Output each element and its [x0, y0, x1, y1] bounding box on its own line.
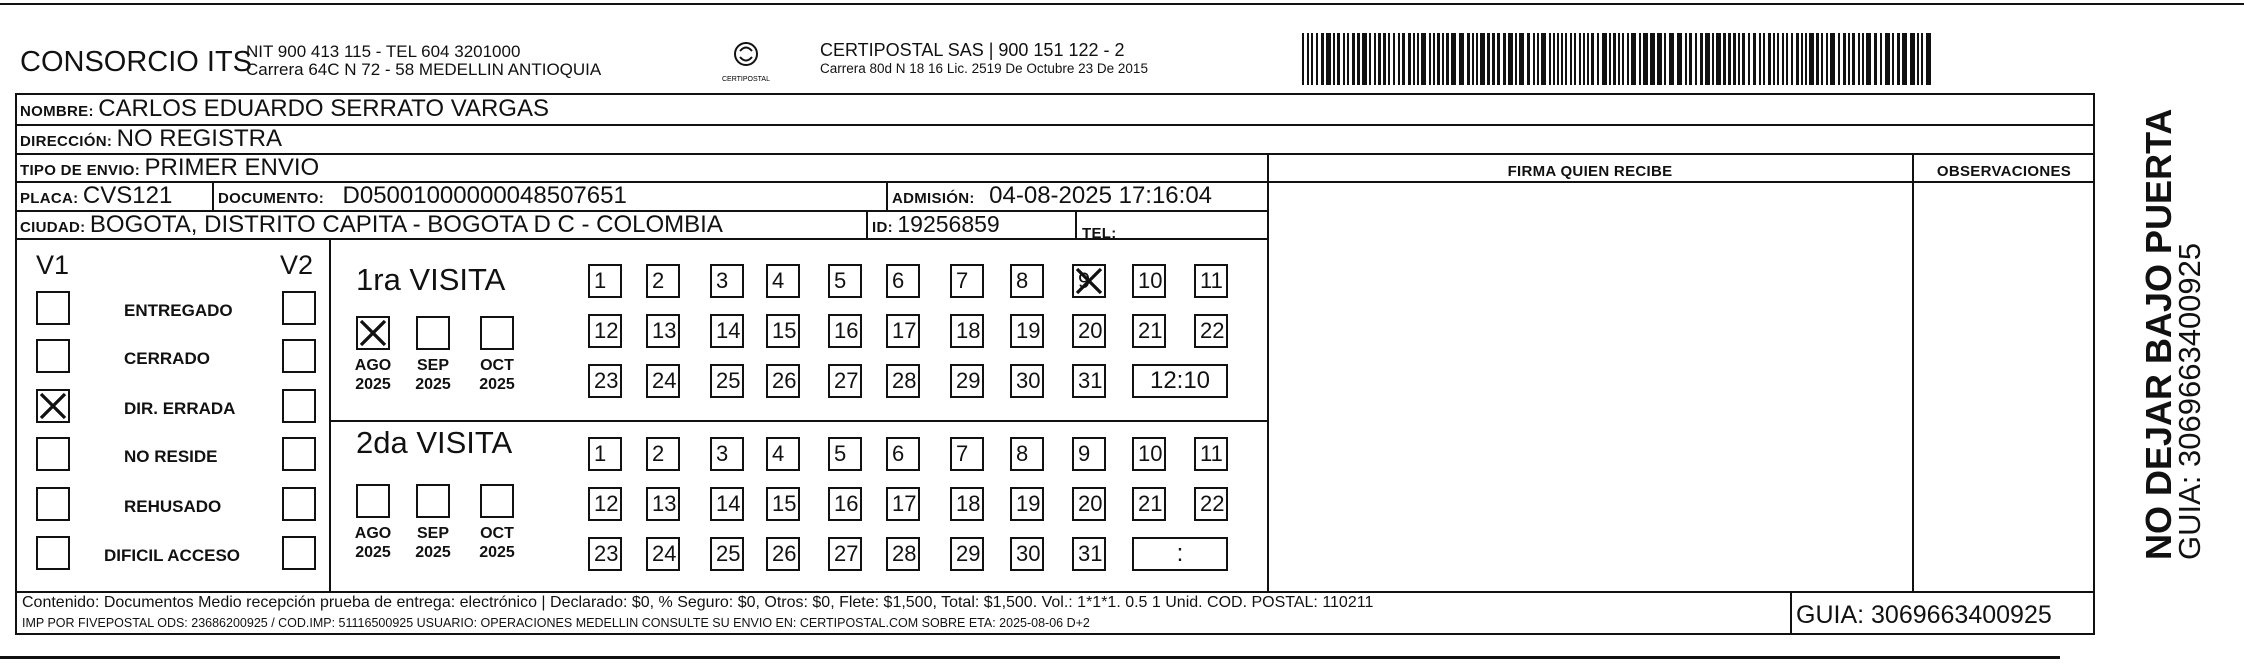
status-label: ENTREGADO [124, 301, 233, 320]
visit2-day-box[interactable]: 13 [646, 487, 680, 521]
v2-checkbox[interactable] [282, 389, 316, 423]
address-value: NO REGISTRA [116, 125, 282, 152]
send-type-label: TIPO DE ENVIO: [20, 162, 141, 179]
observations-header: OBSERVACIONES [1936, 163, 2072, 180]
v1-checkbox[interactable] [36, 487, 70, 521]
footer-guia: GUIA: 3069663400925 [1796, 601, 2052, 629]
admission-label: ADMISIÓN: [892, 190, 975, 207]
visit1-month-label: SEP [416, 357, 449, 374]
visit1-day-box[interactable]: 2 [646, 264, 680, 298]
visit1-day-box[interactable]: 24 [646, 364, 680, 398]
visit1-day-box[interactable]: 23 [588, 364, 622, 398]
send-type-row [20, 154, 319, 182]
v1-checkbox[interactable] [36, 437, 70, 471]
visit2-month-label: OCT [480, 525, 514, 542]
visit1-day-box[interactable]: 4 [766, 264, 800, 298]
visit2-day-box[interactable]: 29 [950, 537, 984, 571]
v1-checkbox[interactable] [36, 291, 70, 325]
id-label: ID: [872, 219, 893, 236]
v2-checkbox[interactable] [282, 291, 316, 325]
visit1-day-box[interactable]: 11 [1194, 264, 1228, 298]
visit2-day-box[interactable]: 16 [828, 487, 862, 521]
visit1-day-box[interactable]: 25 [710, 364, 744, 398]
tel-label: TEL: [1082, 225, 1117, 242]
visit2-day-box[interactable]: 7 [950, 437, 984, 471]
visit1-day-box[interactable]: 5 [828, 264, 862, 298]
visit1-day-box[interactable]: 13 [646, 314, 680, 348]
plate-label: PLACA: [20, 190, 79, 207]
visit1-month-year: 2025 [479, 376, 515, 393]
visit2-day-box[interactable]: 6 [886, 437, 920, 471]
name-value: CARLOS EDUARDO SERRATO VARGAS [98, 95, 549, 122]
visit1-day-box[interactable]: 20 [1072, 314, 1106, 348]
visit2-day-box[interactable]: 27 [828, 537, 862, 571]
visit1-day-box[interactable]: 18 [950, 314, 984, 348]
visit1-day-box[interactable]: 22 [1194, 314, 1228, 348]
visit1-month-checkbox[interactable] [416, 316, 450, 350]
bottom-rule [0, 656, 2060, 659]
v1-checkbox[interactable] [36, 339, 70, 373]
visit2-day-box[interactable]: 2 [646, 437, 680, 471]
footer-content-line: Contenido: Documentos Medio recepción prueba de entrega: electrónico | Declarado: $0, % Seguro: $0, Otros: $0, Flete: $1,500, Total: $1,500. Vol.: 1*1*1. 0.5 1 Unid. COD. POSTAL: 110211 [22, 594, 1374, 611]
id-value: 19256859 [897, 211, 1000, 237]
visit1-day-box[interactable]: 19 [1010, 314, 1044, 348]
barcode [1302, 33, 1936, 85]
top-rule [0, 3, 2244, 5]
visit2-month-label: SEP [416, 525, 449, 542]
v2-checkbox[interactable] [282, 437, 316, 471]
visit1-day-box[interactable]: 28 [886, 364, 920, 398]
v2-checkbox[interactable] [282, 339, 316, 373]
visit1-day-box[interactable]: 15 [766, 314, 800, 348]
plate-field [20, 182, 172, 210]
visit1-month-year: 2025 [355, 376, 391, 393]
visit1-day-box[interactable]: 14 [710, 314, 744, 348]
visit1-day-box[interactable]: 29 [950, 364, 984, 398]
visit2-day-box[interactable]: 8 [1010, 437, 1044, 471]
visit1-day-box[interactable]: 8 [1010, 264, 1044, 298]
status-label: DIR. ERRADA [124, 399, 236, 418]
address-row [20, 125, 282, 153]
certipostal-logo [718, 38, 774, 86]
visit2-month-year: 2025 [479, 544, 515, 561]
visit2-day-box[interactable]: 1 [588, 437, 622, 471]
send-type-value: PRIMER ENVIO [144, 154, 320, 181]
tel-field [1082, 217, 1117, 245]
id-field [872, 211, 1000, 238]
v1-label: V1 [36, 250, 70, 280]
visit2-day-box[interactable]: 9 [1072, 437, 1106, 471]
visit1-day-box[interactable]: 17 [886, 314, 920, 348]
visit1-day-box[interactable]: 16 [828, 314, 862, 348]
visit1-title: 1ra VISITA [356, 262, 506, 297]
visit2-day-box[interactable]: 23 [588, 537, 622, 571]
company-name: CONSORCIO ITS [20, 46, 253, 78]
name-label: NOMBRE: [20, 103, 94, 120]
visit2-day-box[interactable]: 28 [886, 537, 920, 571]
visit1-day-box[interactable]: 26 [766, 364, 800, 398]
visit1-month-checkbox[interactable] [480, 316, 514, 350]
carrier-name: CERTIPOSTAL SAS | 900 151 122 - 2 [820, 40, 1125, 60]
svg-text:CERTIPOSTAL: CERTIPOSTAL [722, 76, 770, 83]
visit1-day-box[interactable]: 21 [1132, 314, 1166, 348]
status-label: REHUSADO [124, 497, 222, 516]
plate-value: CVS121 [82, 182, 173, 209]
visit2-day-box[interactable]: 25 [710, 537, 744, 571]
carrier-address: Carrera 80d N 18 16 Lic. 2519 De Octubre 23 De 2015 [820, 61, 1148, 76]
document-label: DOCUMENTO: [218, 190, 325, 207]
visit1-month-label: AGO [354, 357, 392, 374]
visit2-day-box[interactable]: 24 [646, 537, 680, 571]
company-address: Carrera 64C N 72 - 58 MEDELLIN ANTIOQUIA [246, 60, 602, 79]
visit1-day-box[interactable]: 31 [1072, 364, 1106, 398]
status-label: CERRADO [124, 349, 210, 368]
visit2-title: 2da VISITA [356, 425, 513, 460]
visit2-month-label: AGO [354, 525, 392, 542]
visit1-month-checkbox[interactable] [356, 316, 390, 350]
document-value: D05001000000048507651 [342, 182, 627, 209]
city-value: BOGOTA, DISTRITO CAPITA - BOGOTA D C - COLOMBIA [89, 211, 723, 238]
visit1-day-box[interactable]: 9 [1072, 264, 1106, 298]
admission-field [892, 182, 1212, 210]
visit1-day-box[interactable]: 6 [886, 264, 920, 298]
visit2-day-box[interactable]: 30 [1010, 537, 1044, 571]
visit2-month-year: 2025 [415, 544, 451, 561]
visit2-day-box[interactable]: 14 [710, 487, 744, 521]
visit1-day-box[interactable]: 12 [588, 314, 622, 348]
visit2-day-box[interactable]: 15 [766, 487, 800, 521]
visit2-day-box[interactable]: 19 [1010, 487, 1044, 521]
document-field [218, 182, 627, 210]
v1-checkbox[interactable] [36, 389, 70, 423]
visit2-day-box[interactable]: 12 [588, 487, 622, 521]
company-nit: NIT 900 413 115 - TEL 604 3201000 [246, 42, 521, 61]
visit2-day-box[interactable]: 4 [766, 437, 800, 471]
side-warning: NO DEJAR BAJO PUERTA [2138, 108, 2179, 560]
v2-checkbox[interactable] [282, 536, 316, 570]
admission-value: 04-08-2025 17:16:04 [989, 182, 1213, 209]
footer-print-line: IMP POR FIVEPOSTAL ODS: 23686200925 / COD.IMP: 51116500925 USUARIO: OPERACIONES MEDELLIN CONSULTE SU ENVIO EN: CERTIPOSTAL.COM SOBRE ETA: 2025-08-06 D+2 [22, 616, 1090, 630]
visit2-day-box[interactable]: 5 [828, 437, 862, 471]
visit1-day-box[interactable]: 3 [710, 264, 744, 298]
v2-label: V2 [280, 250, 314, 280]
visit2-day-box[interactable]: 11 [1194, 437, 1228, 471]
city-field [20, 211, 723, 239]
status-label: NO RESIDE [124, 447, 218, 466]
visit2-day-box[interactable]: 18 [950, 487, 984, 521]
visit1-day-box[interactable]: 30 [1010, 364, 1044, 398]
visit2-day-box[interactable]: 21 [1132, 487, 1166, 521]
visit2-day-box[interactable]: 20 [1072, 487, 1106, 521]
v2-checkbox[interactable] [282, 487, 316, 521]
visit2-day-box[interactable]: 26 [766, 537, 800, 571]
visit2-month-checkbox[interactable] [416, 484, 450, 518]
side-guia: GUIA: 3069663400925 [2172, 242, 2207, 560]
visit1-month-label: OCT [480, 357, 514, 374]
visit2-day-box[interactable]: 17 [886, 487, 920, 521]
city-label: CIUDAD: [20, 219, 86, 236]
address-label: DIRECCIÓN: [20, 133, 113, 150]
visit2-month-checkbox[interactable] [356, 484, 390, 518]
visit2-time-box[interactable]: : [1132, 537, 1228, 571]
name-row [20, 95, 549, 123]
v1-checkbox[interactable] [36, 536, 70, 570]
visit2-day-box[interactable]: 10 [1132, 437, 1166, 471]
visit2-day-box[interactable]: 22 [1194, 487, 1228, 521]
visit1-day-box[interactable]: 7 [950, 264, 984, 298]
visit2-month-year: 2025 [355, 544, 391, 561]
visit1-day-box[interactable]: 27 [828, 364, 862, 398]
visit1-time-box[interactable]: 12:10 [1132, 364, 1228, 398]
visit2-day-box[interactable]: 3 [710, 437, 744, 471]
visit2-month-checkbox[interactable] [480, 484, 514, 518]
visit1-month-year: 2025 [415, 376, 451, 393]
signature-header: FIRMA QUIEN RECIBE [1507, 163, 1673, 180]
status-label: DIFICIL ACCESO [104, 546, 241, 565]
visit1-day-box[interactable]: 10 [1132, 264, 1166, 298]
visit2-day-box[interactable]: 31 [1072, 537, 1106, 571]
visit1-day-box[interactable]: 1 [588, 264, 622, 298]
